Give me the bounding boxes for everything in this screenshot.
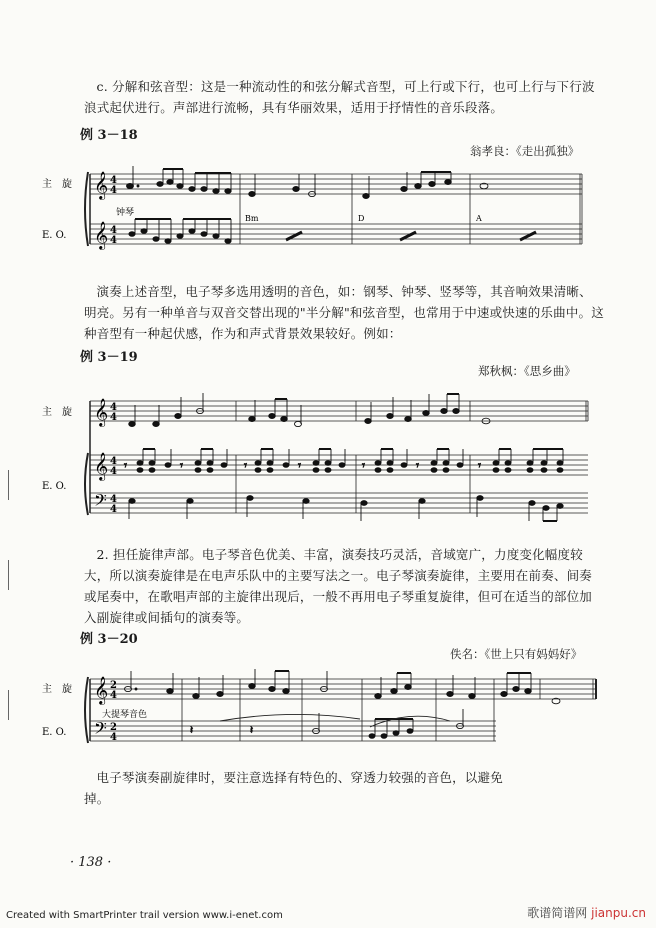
watermark bbox=[527, 904, 646, 921]
footer-credit: Created with SmartPrinter trail version www.i-enet.com bbox=[6, 910, 283, 921]
svg-text:𝄞: 𝄞 bbox=[94, 221, 109, 249]
score-example-3-19 bbox=[40, 385, 620, 525]
svg-text:𝄾: 𝄾 bbox=[298, 459, 301, 472]
score-example-3-18 bbox=[40, 160, 620, 260]
time-signature-top: 2 bbox=[110, 722, 117, 733]
paragraph-melody-part: 2. 担任旋律声部。电子琴音色优美、丰富，演奏技巧灵活，音域宽广，力度变化幅度较大，所以演奏旋律是在电声乐队中的主要写法之一。电子琴演奏旋律，主要用在前奏、间奏或尾奏中，在歌唱声部的主旋律出现后，一般不再用电子琴重复旋律，但可在适当的部位加入副旋律或间插句的演奏等。 bbox=[84, 547, 593, 625]
example-title: 例 3－18 bbox=[80, 128, 138, 143]
score-example-3-20 bbox=[40, 665, 620, 755]
time-signature-top: 4 bbox=[110, 456, 117, 467]
paragraph-arpeggio: c. 分解和弦音型：这是一种流动性的和弦分解式音型，可上行或下行，也可上行与下行波浪式起伏进行。声部进行流畅，具有华丽效果，适用于抒情性的音乐段落。 bbox=[84, 79, 595, 115]
watermark-url: jianpu.cn bbox=[591, 906, 646, 920]
time-signature-bottom: 4 bbox=[110, 185, 117, 196]
time-signature-bottom: 4 bbox=[110, 235, 117, 246]
example-attribution: 翁孝良：《走出孤独》 bbox=[470, 144, 580, 158]
example-title: 例 3－20 bbox=[80, 632, 138, 647]
svg-text:𝄽: 𝄽 bbox=[190, 725, 194, 736]
staff-label: 主 旋 bbox=[42, 179, 72, 190]
margin-line bbox=[8, 560, 9, 590]
svg-text:𝄾: 𝄾 bbox=[478, 459, 481, 472]
staff-label: 主 旋 bbox=[42, 684, 72, 695]
staff-label: E. O. bbox=[42, 727, 67, 738]
svg-text:𝄢: 𝄢 bbox=[94, 718, 107, 742]
instrument-label: 钟琴 bbox=[116, 208, 135, 218]
time-signature-top: 2 bbox=[110, 680, 117, 691]
time-signature-bottom: 4 bbox=[110, 466, 117, 477]
svg-text:𝄾: 𝄾 bbox=[362, 459, 365, 472]
time-signature-bottom: 4 bbox=[110, 732, 117, 743]
svg-text:𝄽: 𝄽 bbox=[250, 725, 254, 736]
svg-text:𝄾: 𝄾 bbox=[124, 459, 127, 472]
time-signature-bottom: 4 bbox=[110, 504, 117, 515]
page-number: · 138 · bbox=[70, 855, 112, 870]
example-attribution: 佚名：《世上只有妈妈好》 bbox=[450, 647, 583, 661]
time-signature-top: 4 bbox=[110, 402, 117, 413]
svg-text:𝄞: 𝄞 bbox=[94, 676, 109, 704]
svg-text:𝄾: 𝄾 bbox=[180, 459, 183, 472]
time-signature-bottom: 4 bbox=[110, 690, 117, 701]
paragraph-playing-patterns: 演奏上述音型，电子琴多选用透明的音色，如：钢琴、钟琴、竖琴等，其音响效果清晰、明亮。另有一种单音与双音交替出现的"半分解"和弦音型，也常用于中速或快速的乐曲中。这种音型有一种起伏感，作为和声式背景效果较好。例如： bbox=[84, 284, 604, 341]
paragraph-counter-melody: 电子琴演奏副旋律时，要注意选择有特色的、穿透力较强的音色，以避免掉。 bbox=[84, 770, 503, 806]
time-signature-bottom: 4 bbox=[110, 412, 117, 423]
chord-symbol: A bbox=[476, 214, 482, 223]
staff-label: E. O. bbox=[42, 230, 67, 241]
chord-symbol: D bbox=[358, 214, 365, 223]
instrument-label: 大提琴音色 bbox=[102, 710, 148, 720]
svg-text:𝄞: 𝄞 bbox=[94, 398, 109, 426]
svg-text:𝄞: 𝄞 bbox=[94, 171, 109, 199]
example-attribution: 郑秋枫：《思乡曲》 bbox=[478, 364, 576, 378]
time-signature-top: 4 bbox=[110, 175, 117, 186]
chord-symbol: Bm bbox=[245, 214, 259, 223]
svg-text:𝄢: 𝄢 bbox=[94, 490, 107, 514]
watermark-cn: 歌谱简谱网 bbox=[527, 906, 588, 920]
margin-line bbox=[8, 690, 9, 720]
time-signature-top: 4 bbox=[110, 225, 117, 236]
svg-text:𝄾: 𝄾 bbox=[244, 459, 247, 472]
svg-text:𝄞: 𝄞 bbox=[94, 452, 109, 480]
staff-label: E. O. bbox=[42, 481, 67, 492]
time-signature-top: 4 bbox=[110, 494, 117, 505]
example-title: 例 3－19 bbox=[80, 350, 138, 365]
staff-label: 主 旋 bbox=[42, 407, 72, 418]
margin-line bbox=[8, 470, 9, 500]
svg-text:𝄾: 𝄾 bbox=[416, 459, 419, 472]
